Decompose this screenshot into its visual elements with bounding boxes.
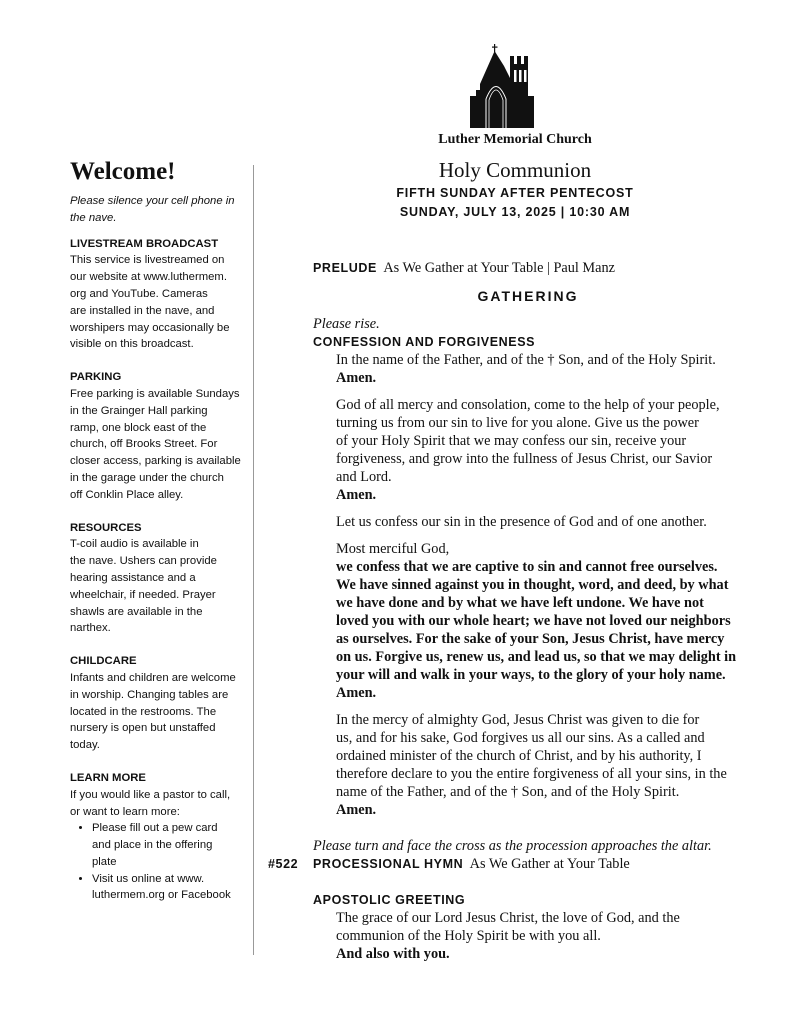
sidebar-heading: CHILDCARE [70, 655, 137, 668]
sidebar-text-line: today. [70, 739, 100, 752]
confession-paragraph [336, 513, 743, 531]
prelude-title: As We Gather at Your Table | Paul Manz [383, 260, 615, 276]
bullet-text-line: and place in the offering [92, 839, 213, 852]
sidebar-title: Welcome! [70, 158, 176, 185]
congregation-line: loved you with our whole heart; we have not loved our neighbors [336, 613, 731, 629]
column-divider [253, 165, 254, 955]
sidebar-section [70, 653, 250, 754]
greeting-text [313, 909, 743, 963]
text-line: and Lord. [336, 469, 392, 485]
hymn-number: #522 [268, 857, 299, 871]
text-line: ordained minister of the church of Christ, and by his authority, I [336, 748, 702, 764]
text-line: Most merciful God, [336, 541, 450, 557]
bullet-text-line: luthermem.org or Facebook [92, 889, 231, 902]
processional-hymn [268, 855, 743, 873]
sidebar-text-line: church, off Brooks Street. For [70, 438, 218, 451]
congregation-line: your will and walk in your ways, to the glory of your holy name. [336, 667, 726, 683]
sidebar-text-line: This service is livestreamed on [70, 254, 225, 267]
order-of-worship [268, 259, 743, 963]
confession-text [313, 351, 743, 819]
text-line: of your Holy Spirit that we may confess our sin, receive your [336, 433, 687, 449]
church-building-icon [466, 44, 536, 128]
sidebar-text-line: off Conklin Place alley. [70, 488, 184, 501]
congregation-line: we have done and by what we have left undone. We have not [336, 595, 704, 611]
bullet-list [70, 820, 250, 904]
sidebar-text-line: shawls are available in the [70, 605, 203, 618]
confession-heading: CONFESSION AND FORGIVENESS [313, 335, 536, 349]
response: And also with you. [336, 946, 450, 962]
sidebar-text-line: org and YouTube. Cameras [70, 287, 208, 300]
congregation-line: we confess that we are captive to sin and cannot free ourselves. [336, 559, 718, 575]
sidebar-text-line: in worship. Changing tables are [70, 688, 229, 701]
text-line: us, and for his sake, God forgives us all our sins. As a called and [336, 730, 705, 746]
sidebar-text-line: or want to learn more: [70, 805, 180, 818]
sidebar-text-line: ramp, one block east of the [70, 421, 207, 434]
sidebar-text-line: worshipers may occasionally be [70, 321, 230, 334]
sidebar-section [70, 369, 250, 503]
text-line: Let us confess our sin in the presence of God and of one another. [336, 514, 707, 530]
sidebar-text-line: in the Grainger Hall parking [70, 404, 208, 417]
sidebar-text-line: wheelchair, if needed. Prayer [70, 588, 216, 601]
sidebar-text-line: located in the restrooms. The [70, 705, 217, 718]
service-title: Holy Communion [438, 158, 592, 182]
confession-paragraph [336, 540, 743, 702]
rubric-turn: Please turn and face the cross as the procession approaches the altar. [313, 838, 712, 854]
sidebar-text-line: in the garage under the church [70, 471, 224, 484]
rubric-rise: Please rise. [313, 316, 380, 332]
congregation-line: on us. Forgive us, renew us, and lead us, so that we may delight in [336, 649, 737, 665]
sidebar-text-line: closer access, parking is available [70, 455, 241, 468]
confession-paragraph [336, 711, 743, 819]
sidebar-text-line: the nave. Ushers can provide [70, 555, 217, 568]
sidebar-text-line: hearing assistance and a [70, 571, 196, 584]
text-line: The grace of our Lord Jesus Christ, the love of God, and the [336, 910, 680, 926]
sidebar-text-line: are installed in the nave, and [70, 304, 215, 317]
welcome-sidebar [70, 157, 250, 920]
text-line: In the mercy of almighty God, Jesus Christ was given to die for [336, 712, 700, 728]
bullet-item [92, 820, 250, 870]
sidebar-text-line: visible on this broadcast. [70, 338, 194, 351]
sidebar-section [70, 520, 250, 638]
response-amen: Amen. [336, 487, 377, 503]
congregation-line: We have sinned against you in thought, word, and deed, by what [336, 577, 729, 593]
sidebar-text-line: narthex. [70, 622, 111, 635]
occasion: FIFTH SUNDAY AFTER PENTECOST [396, 186, 634, 200]
text-line: name of the Father, and of the † Son, and of the Holy Spirit. [336, 784, 680, 800]
sidebar-text-line: nursery is open but unstaffed [70, 722, 216, 735]
text-line: turning us from our sin to live for you alone. Give us the power [336, 415, 699, 431]
sidebar-text-line: Free parking is available Sundays [70, 387, 240, 400]
text-line: communion of the Holy Spirit be with you all. [336, 928, 601, 944]
sidebar-text-line: our website at www.luthermem. [70, 271, 227, 284]
sidebar-heading: PARKING [70, 371, 122, 384]
phone-note: Please silence your cell phone in the nave. [70, 195, 235, 224]
sidebar-text-line: Infants and children are welcome [70, 671, 236, 684]
sidebar-heading: LEARN MORE [70, 771, 146, 784]
greeting-heading: APOSTOLIC GREETING [313, 893, 466, 907]
sidebar-section [70, 236, 250, 354]
bullet-text-line: • Visit us online at www. [92, 872, 205, 885]
service-date-time: SUNDAY, JULY 13, 2025 | 10:30 AM [399, 205, 631, 219]
confession-paragraph [336, 351, 743, 387]
section-heading-gathering: GATHERING [477, 288, 579, 304]
bullet-text-line: plate [92, 855, 117, 868]
bullet-text-line: • Please fill out a pew card [92, 822, 218, 835]
prelude-label: PRELUDE [313, 261, 377, 275]
sidebar-heading: RESOURCES [70, 521, 142, 534]
sidebar-section [70, 770, 250, 904]
hymn-title: As We Gather at Your Table [469, 856, 630, 872]
sidebar-text-line: If you would like a pastor to call, [70, 788, 231, 801]
response-amen: Amen. [336, 802, 377, 818]
prelude [313, 259, 743, 277]
text-line: therefore declare to you the entire forgiveness of all your sins, in the [336, 766, 727, 782]
sidebar-text-line: T-coil audio is available in [70, 538, 199, 551]
text-line: In the name of the Father, and of the † Son, and of the Holy Spirit. [336, 352, 716, 368]
sidebar-heading: LIVESTREAM BROADCAST [70, 237, 219, 250]
church-name: Luther Memorial Church [438, 132, 592, 147]
response-amen: Amen. [336, 685, 377, 701]
bullet-item [92, 871, 250, 905]
congregation-line: as ourselves. For the sake of your Son, Jesus Christ, have mercy [336, 631, 725, 647]
confession-paragraph [336, 396, 743, 504]
text-line: forgiveness, and grow into the fullness of Jesus Christ, our Savior [336, 451, 713, 467]
hymn-label: PROCESSIONAL HYMN [313, 857, 464, 871]
response-amen: Amen. [336, 370, 377, 386]
text-line: God of all mercy and consolation, come to the help of your people, [336, 397, 720, 413]
